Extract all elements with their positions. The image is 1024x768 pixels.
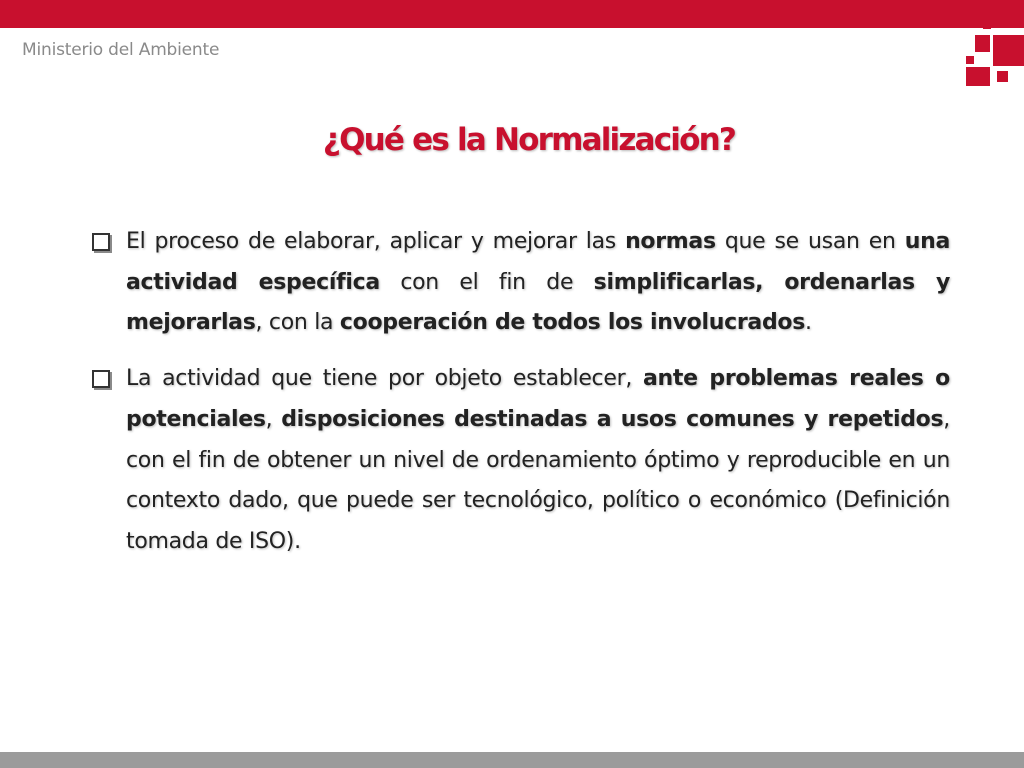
bullet-text (126, 229, 950, 335)
logo-square (966, 56, 974, 64)
bullet-text-run: . (805, 310, 812, 336)
logo-square (983, 20, 991, 29)
slide-content (88, 222, 950, 563)
bullet-text-run: , (265, 406, 282, 432)
logo-square (993, 35, 1024, 66)
bullet-bold-phrase: simplificarlas, ordenarlas y mejorarlas (126, 269, 951, 336)
hollow-square-bullet-icon (92, 370, 110, 388)
bullet-bold-phrase: normas (625, 229, 716, 254)
bullet-text-run: con el fin de (379, 269, 594, 295)
slide-title: ¿Qué es la Normalización? (322, 122, 736, 158)
bullet-text (126, 366, 950, 554)
bullet-item (88, 222, 950, 344)
hollow-square-bullet-icon (92, 233, 110, 251)
ministry-logo-icon (962, 20, 1024, 88)
bullet-bold-phrase: disposiciones destinadas a usos comunes y repetidos (281, 406, 944, 432)
top-red-band (0, 0, 1024, 28)
bullet-bold-phrase: una actividad específica (126, 229, 950, 295)
logo-square (966, 67, 990, 86)
logo-square (997, 71, 1008, 82)
bullet-text-run: El proceso de elaborar, aplicar y mejorar las (126, 229, 626, 254)
bullet-text-run: , con la (255, 310, 340, 336)
bullet-text-run: , con el fin de obtener un nivel de ordenamiento óptimo y reproducible en un contexto dado, que puede ser tecnológico, político o económico (Definición tomada de ISO). (126, 406, 950, 554)
logo-square (975, 35, 990, 52)
bullet-item (88, 359, 950, 563)
bullet-bold-phrase: cooperación de todos los involucrados (339, 310, 805, 336)
bottom-gray-band (0, 752, 1024, 768)
organization-name: Ministerio del Ambiente (22, 40, 220, 60)
bullet-bold-phrase: ante problemas reales o potenciales (126, 366, 950, 432)
bullet-text-run: La actividad que tiene por objeto establecer, (126, 366, 644, 392)
bullet-text-run: que se usan en (715, 229, 905, 254)
